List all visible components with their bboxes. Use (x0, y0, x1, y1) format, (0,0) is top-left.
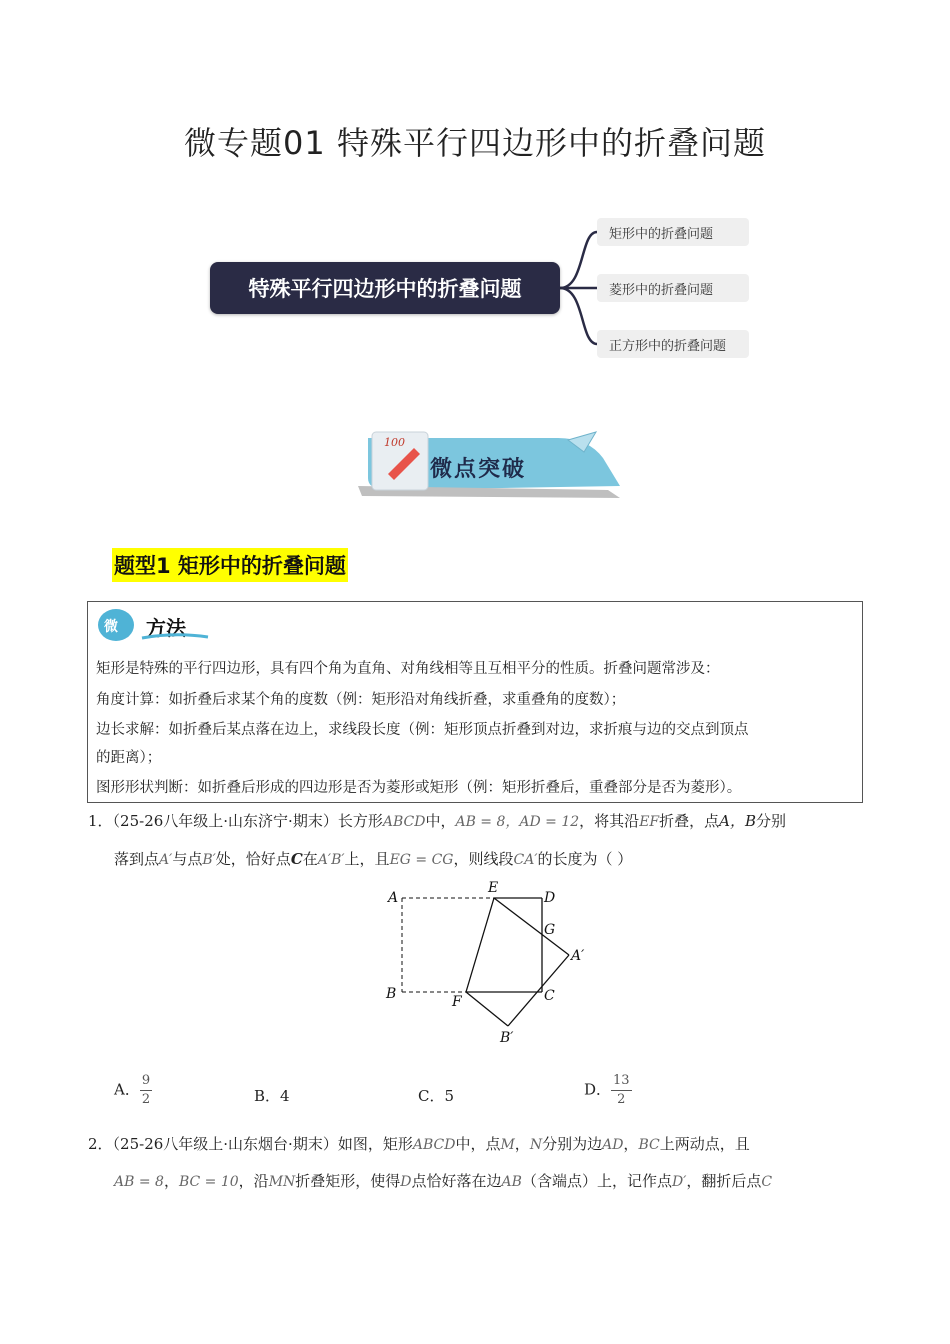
method-line: 边长求解：如折叠后某点落在边上，求线段长度（例：矩形顶点折叠到对边，求折痕与边的交点到顶点 (96, 722, 749, 738)
figure-label-A: A (388, 890, 399, 906)
question-2-line-1: 2．（25-26八年级上·山东烟台·期末）如图，矩形ABCD中，点M，N分别为边AD，BC上两动点，且 (88, 1135, 750, 1153)
section-title: 题型1 矩形中的折叠问题 (112, 548, 348, 582)
method-line: 矩形是特殊的平行四边形，具有四个角为直角、对角线相等且互相平分的性质。折叠问题常涉及： (96, 661, 720, 677)
figure-label-D: D (544, 890, 556, 906)
option-d[interactable]: D． $\frac{13}{2}$ (584, 1073, 630, 1107)
figure-label-E: E (488, 880, 499, 896)
figure-label-A-prime: A′ (571, 948, 585, 964)
figure-label-B-prime: B′ (500, 1030, 514, 1046)
option-a[interactable]: A． $\frac{9}{2}$ (114, 1073, 151, 1107)
method-underline (140, 632, 210, 642)
mindmap-branch-square: 正方形中的折叠问题 (597, 330, 749, 358)
figure-label-B: B (386, 986, 397, 1002)
question-1-figure (380, 878, 600, 1048)
mindmap-branch-rectangle: 矩形中的折叠问题 (597, 218, 749, 246)
svg-text:微: 微 (104, 619, 118, 635)
mindmap-connectors (0, 0, 950, 400)
method-label: 方法 (146, 616, 186, 640)
option-b[interactable]: B．4 (254, 1087, 290, 1105)
mindmap-branch-rhombus: 菱形中的折叠问题 (597, 274, 749, 302)
method-line: 的距离）； (96, 750, 162, 766)
method-line: 图形形状判断：如折叠后形成的四边形是否为菱形或矩形（例：矩形折叠后，重叠部分是否为菱形）。 (96, 780, 742, 796)
mindmap-center: 特殊平行四边形中的折叠问题 (210, 262, 560, 314)
banner-text: 微点突破 (430, 456, 527, 482)
banner-badge: 100 (384, 436, 405, 449)
option-c[interactable]: C．5 (418, 1087, 455, 1105)
figure-label-G: G (544, 922, 556, 938)
question-1-line-2: 落到点A′与点B′处，恰好点C在A′B′上，且EG = CG，则线段CA′的长度为（ ） (114, 850, 633, 868)
page-title: 微专题01 特殊平行四边形中的折叠问题 (184, 124, 766, 162)
figure-label-F: F (452, 994, 462, 1010)
figure-label-C: C (544, 988, 555, 1004)
question-2-line-2: AB = 8，BC = 10，沿MN折叠矩形，使得D点恰好落在边AB（含端点）上，记作点D′，翻折后点C (114, 1172, 773, 1190)
question-1-line-1: 1．（25-26八年级上·山东济宁·期末）长方形ABCD中，AB = 8，AD = 12，将其沿EF折叠，点A，B分别 (88, 812, 787, 830)
method-line: 角度计算：如折叠后求某个角的度数（例：矩形沿对角线折叠，求重叠角的度数）； (96, 692, 626, 708)
method-icon (96, 607, 144, 643)
